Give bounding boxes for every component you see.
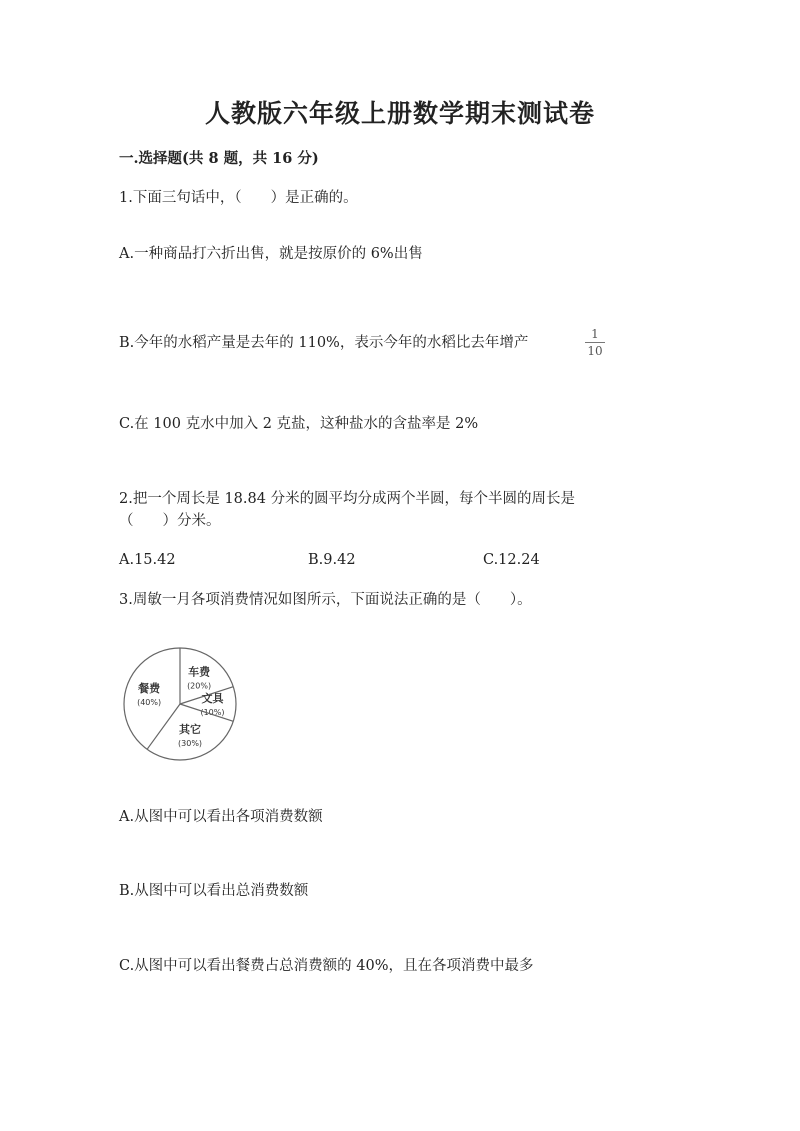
fraction-bar	[585, 342, 605, 343]
q3-option-c[interactable]: C.从图中可以看出餐费占总消费额的 40%，且在各项消费中最多	[119, 958, 534, 974]
section-heading: 一.选择题(共 8 题，共 16 分)	[119, 150, 319, 167]
pie-slice-percent: (30%)	[178, 738, 203, 748]
consumption-pie-chart	[120, 646, 244, 764]
q1-stem: 1.下面三句话中，（ ）是正确的。	[119, 190, 358, 206]
q2-option-a[interactable]: A.15.42	[119, 552, 176, 568]
q2-stem-line1: 2.把一个周长是 18.84 分米的圆平均分成两个半圆，每个半圆的周长是	[119, 491, 576, 507]
q2-option-c[interactable]: C.12.24	[483, 552, 540, 568]
q1-option-c[interactable]: C.在 100 克水中加入 2 克盐，这种盐水的含盐率是 2%	[119, 416, 479, 432]
q1-option-b-fraction	[585, 328, 605, 358]
pie-slice-percent: (40%)	[137, 697, 162, 707]
pie-slice-percent: (10%)	[200, 708, 225, 717]
fraction-numerator: 1	[591, 327, 599, 341]
q1-option-a[interactable]: A.一种商品打六折出售，就是按原价的 6%出售	[119, 246, 423, 262]
q1-option-b[interactable]: B.今年的水稻产量是去年的 110%，表示今年的水稻比去年增产	[119, 335, 529, 351]
pie-slice-label: 其它	[179, 722, 202, 736]
pie-slice-label: 文具	[201, 692, 224, 705]
exam-title: 人教版六年级上册数学期末测试卷	[204, 99, 595, 128]
pie-slice-percent: (20%)	[187, 681, 212, 691]
q3-option-a[interactable]: A.从图中可以看出各项消费数额	[119, 809, 323, 825]
q2-option-b[interactable]: B.9.42	[308, 552, 356, 568]
q3-stem: 3.周敏一月各项消费情况如图所示，下面说法正确的是（ ）。	[119, 592, 532, 608]
pie-slice-label: 餐费	[138, 681, 161, 695]
pie-slice-label: 车费	[188, 665, 211, 679]
q2-stem-line2: （ ）分米。	[119, 513, 221, 529]
fraction-denominator: 10	[587, 344, 603, 358]
q3-option-b[interactable]: B.从图中可以看出总消费数额	[119, 883, 309, 899]
